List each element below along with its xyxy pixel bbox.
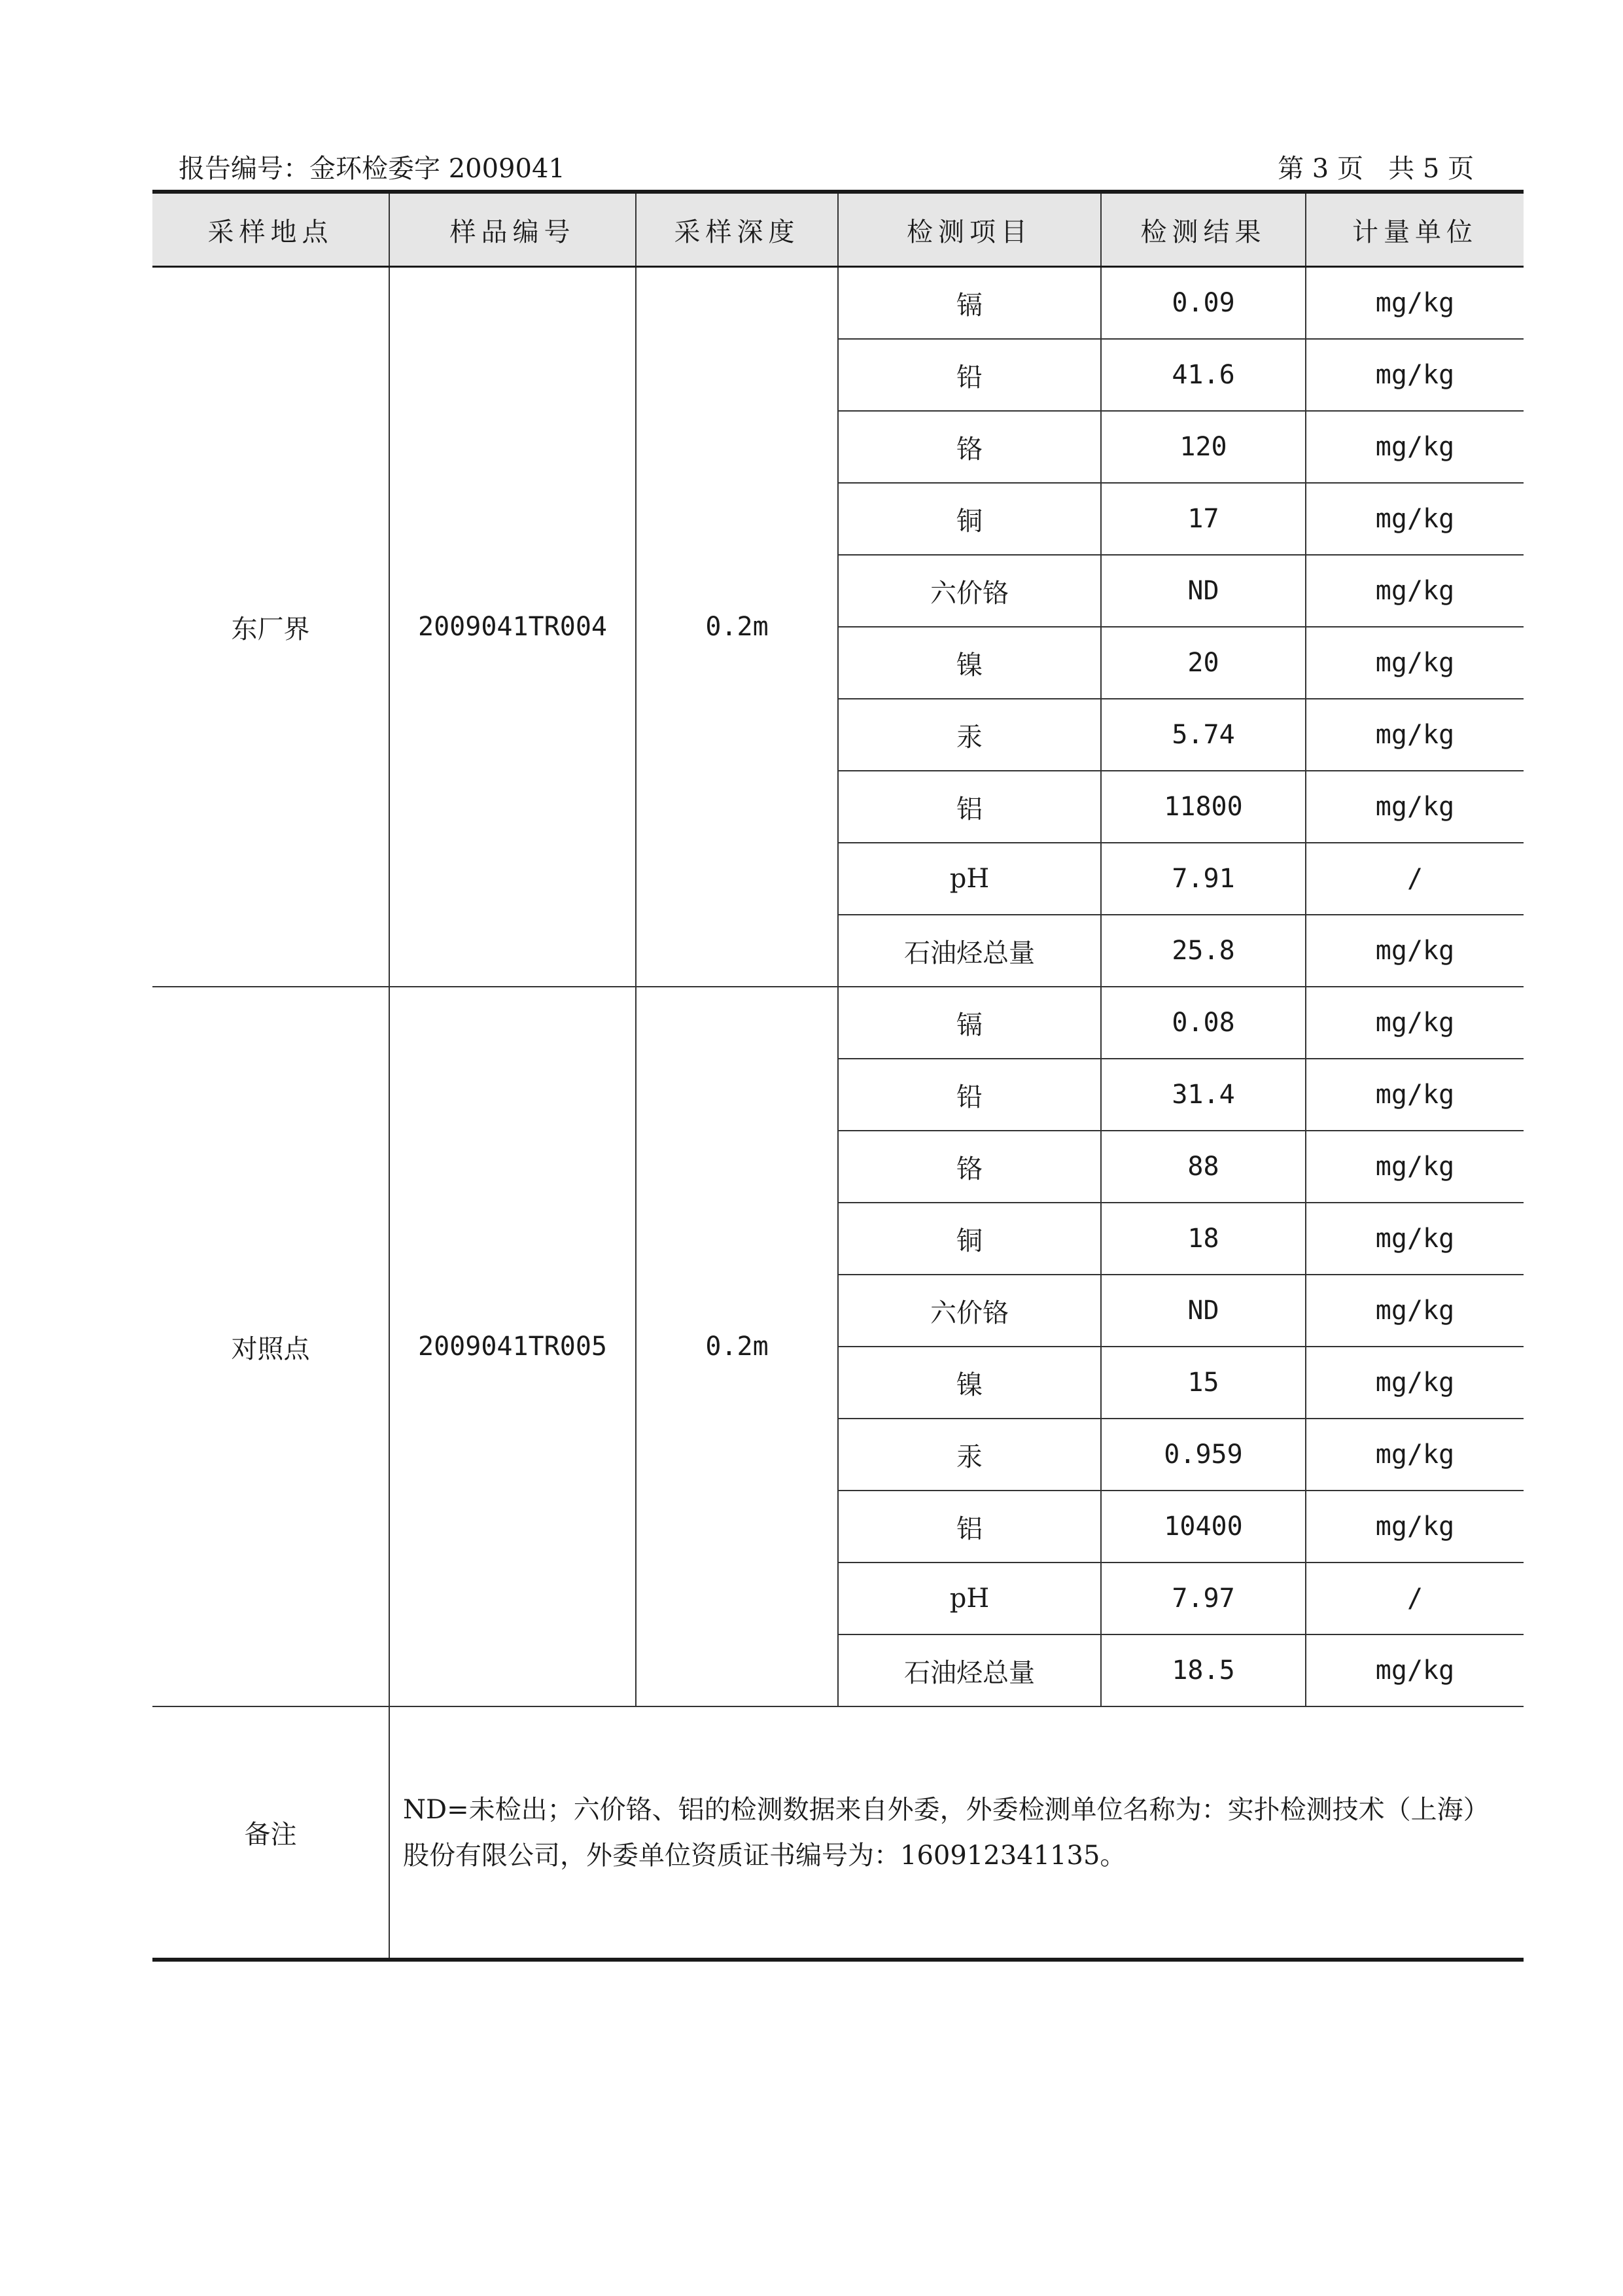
- sample-id-cell: 2009041TR005: [389, 987, 636, 1706]
- unit-cell: mg/kg: [1306, 1275, 1524, 1347]
- test-result-cell: 15: [1101, 1347, 1306, 1419]
- unit-cell: mg/kg: [1306, 987, 1524, 1059]
- unit-cell: mg/kg: [1306, 411, 1524, 483]
- unit-cell: mg/kg: [1306, 699, 1524, 771]
- remark-label: 备注: [152, 1706, 389, 1960]
- test-item-cell: 铬: [838, 411, 1101, 483]
- test-result-cell: 18.5: [1101, 1634, 1306, 1706]
- remark-row: [152, 1706, 1524, 1960]
- table-body: [152, 267, 1524, 1960]
- col-header-item: 检测项目: [838, 192, 1101, 267]
- table-row: [152, 987, 1524, 1059]
- test-item-cell: 铅: [838, 339, 1101, 411]
- sample-location-cell: 东厂界: [152, 267, 389, 987]
- unit-cell: mg/kg: [1306, 1203, 1524, 1275]
- unit-cell: mg/kg: [1306, 555, 1524, 627]
- sample-depth-cell: 0.2m: [636, 987, 838, 1706]
- unit-cell: /: [1306, 1563, 1524, 1634]
- remark-text: ND=未检出；六价铬、铝的检测数据来自外委，外委检测单位名称为：实扑检测技术（上海）股份有限公司，外委单位资质证书编号为：160912341135。: [389, 1706, 1524, 1960]
- unit-cell: mg/kg: [1306, 1347, 1524, 1419]
- test-result-cell: 41.6: [1101, 339, 1306, 411]
- test-item-cell: 铅: [838, 1059, 1101, 1131]
- test-result-cell: 31.4: [1101, 1059, 1306, 1131]
- test-item-cell: 镍: [838, 627, 1101, 699]
- test-item-cell: 石油烃总量: [838, 915, 1101, 987]
- test-result-cell: 17: [1101, 483, 1306, 555]
- test-result-cell: 11800: [1101, 771, 1306, 843]
- sample-location-cell: 对照点: [152, 987, 389, 1706]
- test-item-cell: 铬: [838, 1131, 1101, 1203]
- unit-cell: mg/kg: [1306, 1634, 1524, 1706]
- unit-cell: mg/kg: [1306, 1491, 1524, 1563]
- test-item-cell: 汞: [838, 699, 1101, 771]
- unit-cell: mg/kg: [1306, 915, 1524, 987]
- test-item-cell: 铝: [838, 771, 1101, 843]
- col-header-unit: 计量单位: [1306, 192, 1524, 267]
- test-result-cell: 25.8: [1101, 915, 1306, 987]
- test-result-cell: 10400: [1101, 1491, 1306, 1563]
- unit-cell: mg/kg: [1306, 339, 1524, 411]
- sample-depth-cell: 0.2m: [636, 267, 838, 987]
- unit-cell: mg/kg: [1306, 771, 1524, 843]
- test-item-cell: 镉: [838, 267, 1101, 340]
- test-result-cell: 0.959: [1101, 1419, 1306, 1491]
- test-item-cell: 汞: [838, 1419, 1101, 1491]
- test-result-cell: 88: [1101, 1131, 1306, 1203]
- table-row: [152, 267, 1524, 340]
- test-item-cell: pH: [838, 843, 1101, 915]
- test-result-cell: 5.74: [1101, 699, 1306, 771]
- test-item-cell: pH: [838, 1563, 1101, 1634]
- test-result-cell: 18: [1101, 1203, 1306, 1275]
- col-header-depth: 采样深度: [636, 192, 838, 267]
- test-result-cell: 7.97: [1101, 1563, 1306, 1634]
- test-item-cell: 石油烃总量: [838, 1634, 1101, 1706]
- col-header-location: 采样地点: [152, 192, 389, 267]
- test-item-cell: 六价铬: [838, 555, 1101, 627]
- unit-cell: mg/kg: [1306, 627, 1524, 699]
- unit-cell: mg/kg: [1306, 483, 1524, 555]
- unit-cell: /: [1306, 843, 1524, 915]
- test-result-cell: 0.08: [1101, 987, 1306, 1059]
- unit-cell: mg/kg: [1306, 1131, 1524, 1203]
- test-item-cell: 镍: [838, 1347, 1101, 1419]
- col-header-result: 检测结果: [1101, 192, 1306, 267]
- test-result-cell: ND: [1101, 555, 1306, 627]
- test-item-cell: 铜: [838, 483, 1101, 555]
- results-table: [152, 190, 1524, 1962]
- test-result-cell: 20: [1101, 627, 1306, 699]
- test-result-cell: 0.09: [1101, 267, 1306, 340]
- test-item-cell: 铝: [838, 1491, 1101, 1563]
- test-result-cell: 120: [1101, 411, 1306, 483]
- test-result-cell: ND: [1101, 1275, 1306, 1347]
- col-header-sample-id: 样品编号: [389, 192, 636, 267]
- sample-id-cell: 2009041TR004: [389, 267, 636, 987]
- unit-cell: mg/kg: [1306, 1419, 1524, 1491]
- test-item-cell: 镉: [838, 987, 1101, 1059]
- table-header-row: [152, 192, 1524, 267]
- report-number: 报告编号：金环检委字 2009041: [179, 154, 565, 184]
- unit-cell: mg/kg: [1306, 1059, 1524, 1131]
- test-item-cell: 铜: [838, 1203, 1101, 1275]
- page-header: [179, 149, 1474, 188]
- unit-cell: mg/kg: [1306, 267, 1524, 340]
- page-number: 第 3 页 共 5 页: [1278, 154, 1474, 184]
- test-item-cell: 六价铬: [838, 1275, 1101, 1347]
- test-result-cell: 7.91: [1101, 843, 1306, 915]
